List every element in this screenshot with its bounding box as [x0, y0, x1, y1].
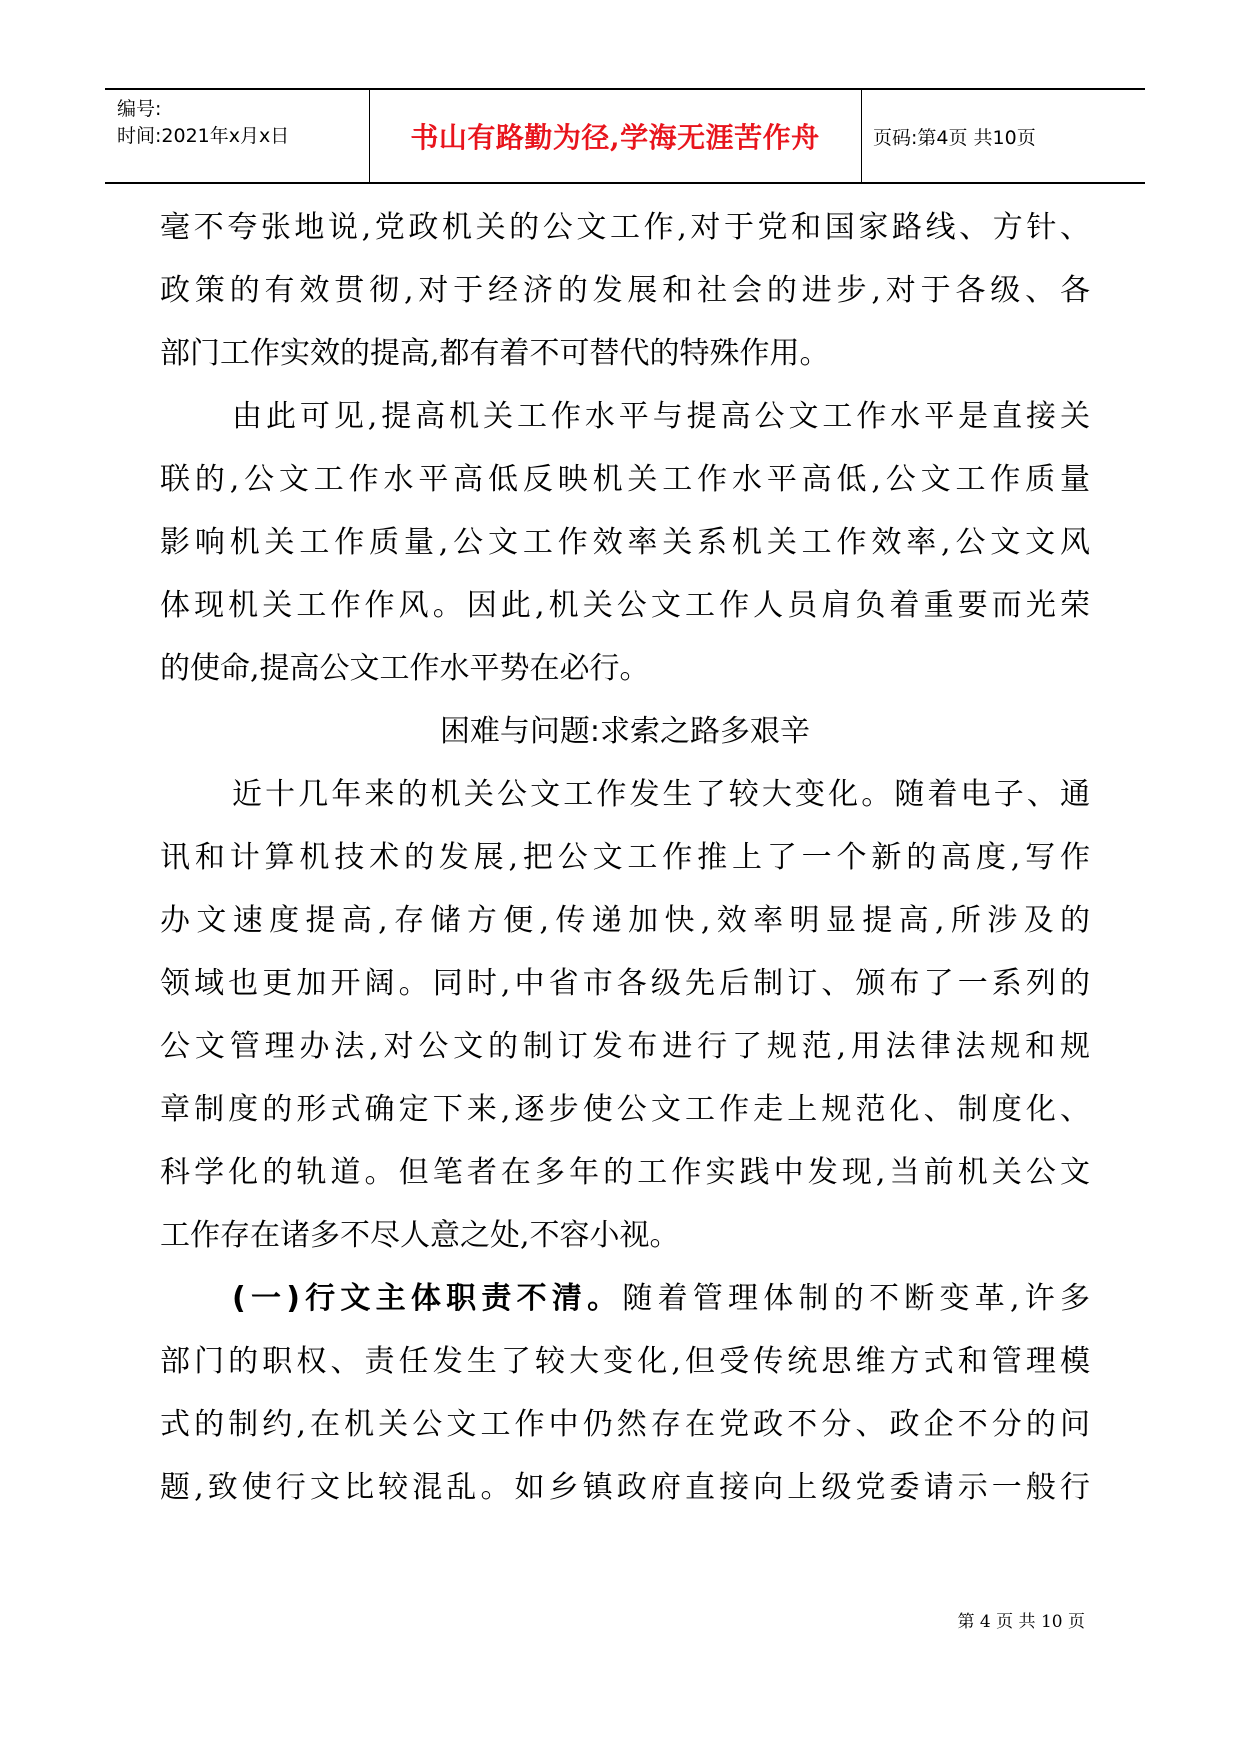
- paragraph: [160, 196, 1090, 385]
- text-line: 毫不夸张地说,党政机关的公文工作,对于党和国家路线、方针、: [160, 210, 1090, 245]
- paragraph: [160, 763, 1090, 1267]
- text-line: 部门的职权、责任发生了较大变化,但受传统思维方式和管理模: [160, 1344, 1090, 1379]
- page-header: [105, 88, 1145, 184]
- text-line: 科学化的轨道。但笔者在多年的工作实践中发现,当前机关公文: [160, 1155, 1090, 1190]
- text-line: 影响机关工作质量,公文工作效率关系机关工作效率,公文文风: [160, 525, 1090, 560]
- time-label: 时间:2021年x月x日: [117, 125, 290, 147]
- text-line: 领域也更加开阔。同时,中省市各级先后制订、颁布了一系列的: [160, 966, 1090, 1001]
- text-line: 联的,公文工作水平高低反映机关工作水平高低,公文工作质量: [160, 462, 1090, 497]
- text-line: 政策的有效贯彻,对于经济的发展和社会的进步,对于各级、各: [160, 273, 1090, 308]
- text-line: 由此可见,提高机关工作水平与提高公文工作水平是直接关: [232, 399, 1090, 434]
- header-page-info: 页码:第4页 共10页: [873, 126, 1036, 149]
- text-line: 章制度的形式确定下来,逐步使公文工作走上规范化、制度化、: [160, 1092, 1090, 1127]
- text-line: 工作存在诸多不尽人意之处,不容小视。: [160, 1218, 680, 1253]
- paragraph: [160, 1267, 1090, 1519]
- bold-lead: (一)行文主体职责不清。: [232, 1281, 623, 1316]
- text-line: 近十几年来的机关公文工作发生了较大变化。随着电子、通: [232, 777, 1090, 812]
- page-footer: 第 4 页 共 10 页: [957, 1612, 1085, 1632]
- text-line: 部门工作实效的提高,都有着不可替代的特殊作用。: [160, 336, 830, 371]
- text-line: 讯和计算机技术的发展,把公文工作推上了一个新的高度,写作: [160, 840, 1090, 875]
- text-run: 随着管理体制的不断变革,许多: [622, 1281, 1091, 1316]
- text-line: 式的制约,在机关公文工作中仍然存在党政不分、政企不分的问: [160, 1407, 1090, 1442]
- paragraph: [160, 385, 1090, 700]
- text-line: 体现机关工作作风。因此,机关公文工作人员肩负着重要而光荣: [160, 588, 1090, 623]
- text-line: 办文速度提高,存储方便,传递加快,效率明显提高,所涉及的: [160, 903, 1090, 938]
- text-line: [160, 1267, 1090, 1330]
- header-divider: [861, 90, 862, 182]
- text-line: 公文管理办法,对公文的制订发布进行了规范,用法律法规和规: [160, 1029, 1090, 1064]
- header-motto: 书山有路勤为径,学海无涯苦作舟: [410, 121, 820, 154]
- document-body: [160, 196, 1090, 1519]
- section-heading: 困难与问题:求索之路多艰辛: [439, 714, 811, 749]
- text-line: 的使命,提高公文工作水平势在必行。: [160, 651, 650, 686]
- text-line: 题,致使行文比较混乱。如乡镇政府直接向上级党委请示一般行: [160, 1470, 1090, 1505]
- header-meta: [117, 96, 289, 150]
- number-label: 编号:: [117, 98, 162, 120]
